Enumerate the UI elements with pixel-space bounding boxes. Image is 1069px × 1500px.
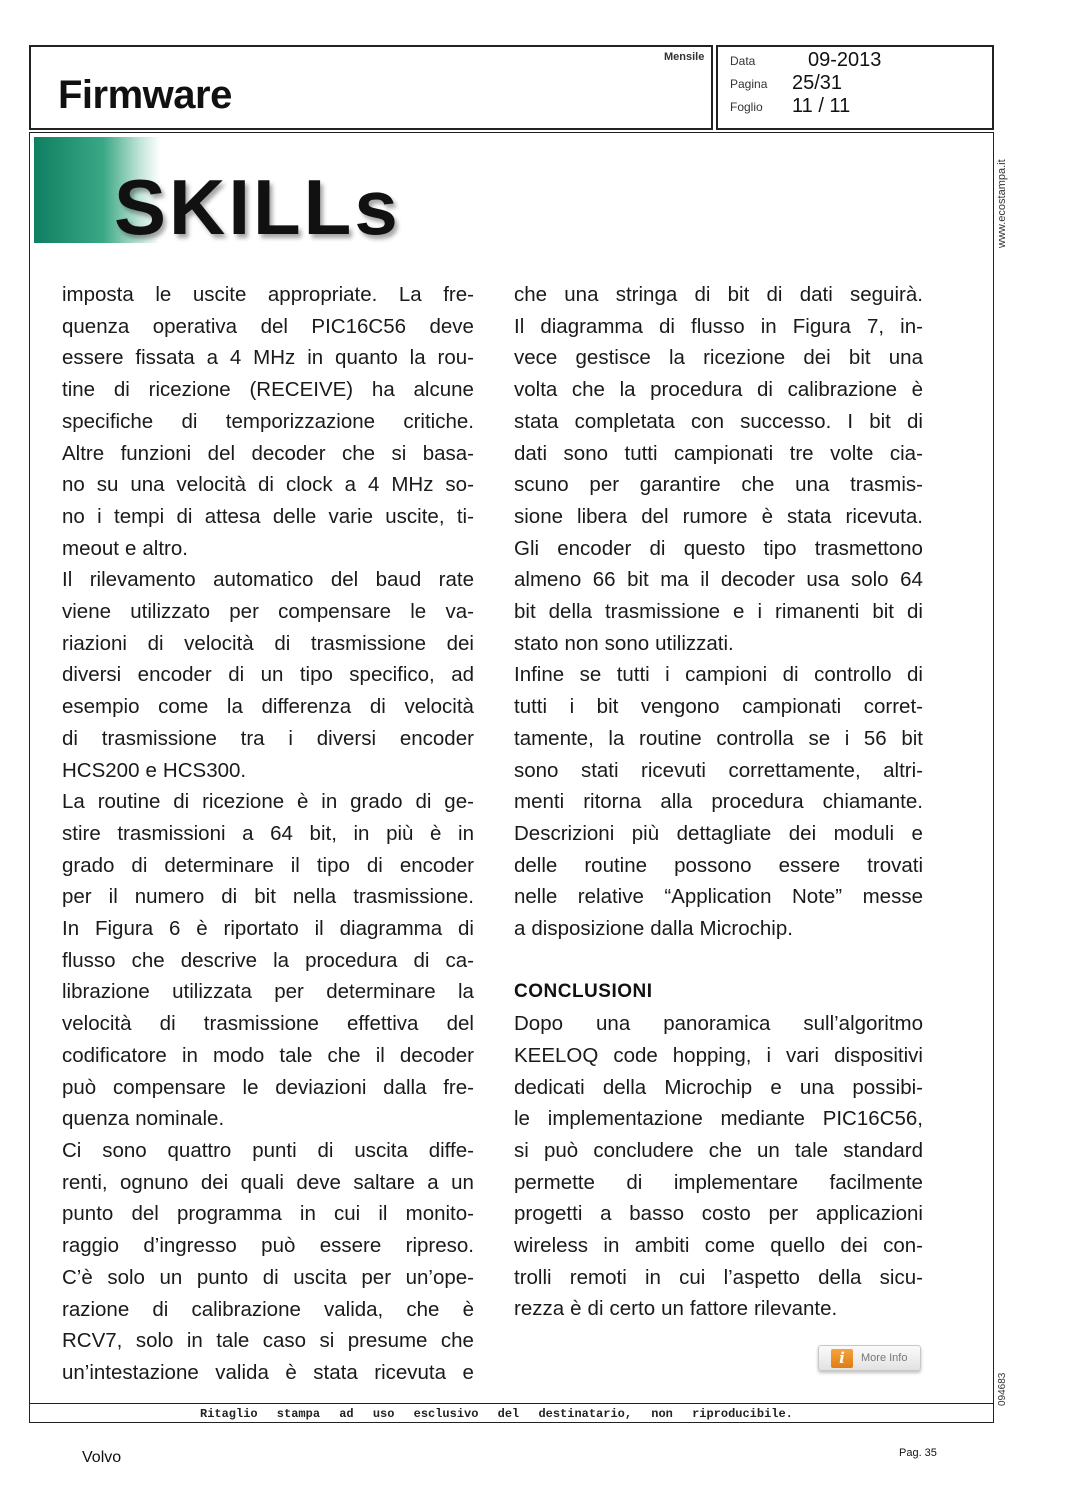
text-line: diversi encoder di un tipo specifico, ad — [62, 663, 474, 687]
sheet-value: 11 / 11 — [792, 95, 851, 117]
text-line: riazioni di velocità di trasmissione dei — [62, 631, 474, 655]
text-line: esempio come la differenza di velocità — [62, 695, 474, 719]
page-label: Pagina — [730, 77, 768, 91]
publication-name: Firmware — [58, 73, 232, 117]
text-line: razione di calibrazione valida, che è — [62, 1297, 474, 1321]
text-line: bit della trasmissione e i rimanenti bit di — [514, 600, 923, 624]
text-line: Altre funzioni del decoder che si basa- — [62, 441, 474, 465]
text-line: specifiche di temporizzazione critiche. — [62, 409, 474, 433]
text-line: tine di ricezione (RECEIVE) ha alcune — [62, 378, 474, 402]
more-info-button[interactable] — [818, 1345, 921, 1371]
text-line: renti, ognuno dei quali deve saltare a un — [62, 1170, 474, 1194]
text-line: grado di determinare il tipo di encoder — [62, 853, 474, 877]
text-line: essere fissata a 4 MHz in quanto la rou- — [62, 346, 474, 370]
text-line: trolli remoti in cui l’aspetto della sicu- — [514, 1265, 923, 1289]
text-line: Il rilevamento automatico del baud rate — [62, 568, 474, 592]
text-line: flusso che descrive la procedura di ca- — [62, 948, 474, 972]
text-line: tamente, la routine controlla se i 56 bit — [514, 726, 923, 750]
text-line: sono stati ricevuti correttamente, altri- — [514, 758, 923, 782]
date-value: 09-2013 — [808, 49, 882, 71]
text-line: C’è solo un punto di uscita per un’ope- — [62, 1265, 474, 1289]
text-line: che una stringa di bit di dati seguirà. — [514, 283, 923, 306]
section-title: SKILLs — [114, 163, 401, 251]
info-icon: i — [831, 1349, 853, 1368]
text-line: La routine di ricezione è in grado di ge- — [62, 790, 474, 814]
text-line: Dopo una panoramica sull’algoritmo — [514, 1012, 923, 1036]
side-url: www.ecostampa.it — [996, 159, 1008, 248]
text-line: di trasmissione tra i diversi encoder — [62, 726, 474, 750]
text-line: KEELOQ code hopping, i vari dispositivi — [514, 1043, 923, 1067]
text-line: permette di implementare facilmente — [514, 1170, 923, 1194]
page-number: Pag. 35 — [899, 1447, 937, 1459]
text-line: almeno 66 bit ma il decoder usa solo 64 — [514, 568, 923, 592]
left-column — [62, 279, 474, 1389]
text-line: Ci sono quattro punti di uscita diffe- — [62, 1138, 474, 1162]
text-line: tutti i bit vengono campionati corret- — [514, 695, 923, 719]
reproduction-notice: Ritaglio stampa ad uso esclusivo del destinatario, non riproducibile. — [200, 1407, 793, 1421]
text-line: può compensare le deviazioni dalla fre- — [62, 1075, 474, 1099]
text-line: Descrizioni più dettagliate dei moduli e — [514, 821, 923, 845]
right-column — [514, 279, 923, 1325]
text-line: raggio d’ingresso può essere ripreso. — [62, 1234, 474, 1258]
text-line: a disposizione dalla Microchip. — [514, 917, 793, 941]
text-line: no i tempi di attesa delle varie uscite, ti- — [62, 504, 474, 528]
text-line: stato non sono utilizzati. — [514, 631, 734, 655]
text-line: progetti a basso costo per applicazioni — [514, 1202, 923, 1226]
text-line: imposta le uscite appropriate. La fre- — [62, 283, 474, 306]
footer-divider — [30, 1403, 993, 1404]
text-line: codificatore in modo tale che il decoder — [62, 1043, 474, 1067]
text-line: vece gestisce la ricezione dei bit una — [514, 346, 923, 370]
text-line: Il diagramma di flusso in Figura 7, in- — [514, 314, 923, 338]
text-line: HCS200 e HCS300. — [62, 758, 247, 782]
text-line: wireless in ambiti come quello dei con- — [514, 1234, 923, 1258]
text-line: si può concludere che un tale standard — [514, 1138, 923, 1162]
text-line: quenza nominale. — [62, 1107, 225, 1131]
text-line: Infine se tutti i campioni di controllo di — [514, 663, 923, 687]
more-info-label: More Info — [861, 1352, 908, 1364]
text-line: no su una velocità di clock a 4 MHz so- — [62, 473, 474, 497]
text-line: rezza è di certo un fattore rilevante. — [514, 1297, 838, 1321]
text-line: volta che la procedura di calibrazione è — [514, 378, 923, 402]
paragraph-gap — [514, 945, 923, 977]
side-code: 094683 — [997, 1372, 1008, 1406]
text-line: sione libera del rumore è stata ricevuta. — [514, 504, 923, 528]
text-line: menti ritorna alla procedura chiamante. — [514, 790, 923, 814]
text-line: quenza operativa del PIC16C56 deve — [62, 314, 474, 338]
text-line: delle routine possono essere trovati — [514, 853, 923, 877]
text-line: librazione utilizzata per determinare la — [62, 980, 474, 1004]
text-line: viene utilizzato per compensare le va- — [62, 600, 474, 624]
client-name: Volvo — [82, 1449, 122, 1466]
text-line: stata completata con successo. I bit di — [514, 409, 923, 433]
text-line: dedicati della Microchip e una possibi- — [514, 1075, 923, 1099]
text-line: dati sono tutti campionati tre volte cia- — [514, 441, 923, 465]
text-line: In Figura 6 è riportato il diagramma di — [62, 917, 474, 941]
text-line: RCV7, solo in tale caso si presume che — [62, 1329, 474, 1353]
sheet-label: Foglio — [730, 100, 763, 114]
text-line: per il numero di bit nella trasmissione. — [62, 885, 474, 909]
text-line: velocità di trasmissione effettiva del — [62, 1012, 474, 1036]
text-line: scuno per garantire che una trasmis- — [514, 473, 923, 497]
frequency-label: Mensile — [664, 51, 705, 63]
text-line: nelle relative “Application Note” messe — [514, 885, 923, 909]
page-value: 25/31 — [792, 72, 843, 94]
date-label: Data — [730, 54, 756, 68]
text-line: le implementazione mediante PIC16C56, — [514, 1107, 923, 1131]
text-line: meout e altro. — [62, 536, 188, 560]
text-line: un’intestazione valida è stata ricevuta e — [62, 1360, 474, 1384]
text-line: stire trasmissioni a 64 bit, in più è in — [62, 821, 474, 845]
text-line: Gli encoder di questo tipo trasmettono — [514, 536, 923, 560]
conclusion-heading: CONCLUSIONI — [514, 981, 653, 1003]
text-line: punto del programma in cui il monito- — [62, 1202, 474, 1226]
